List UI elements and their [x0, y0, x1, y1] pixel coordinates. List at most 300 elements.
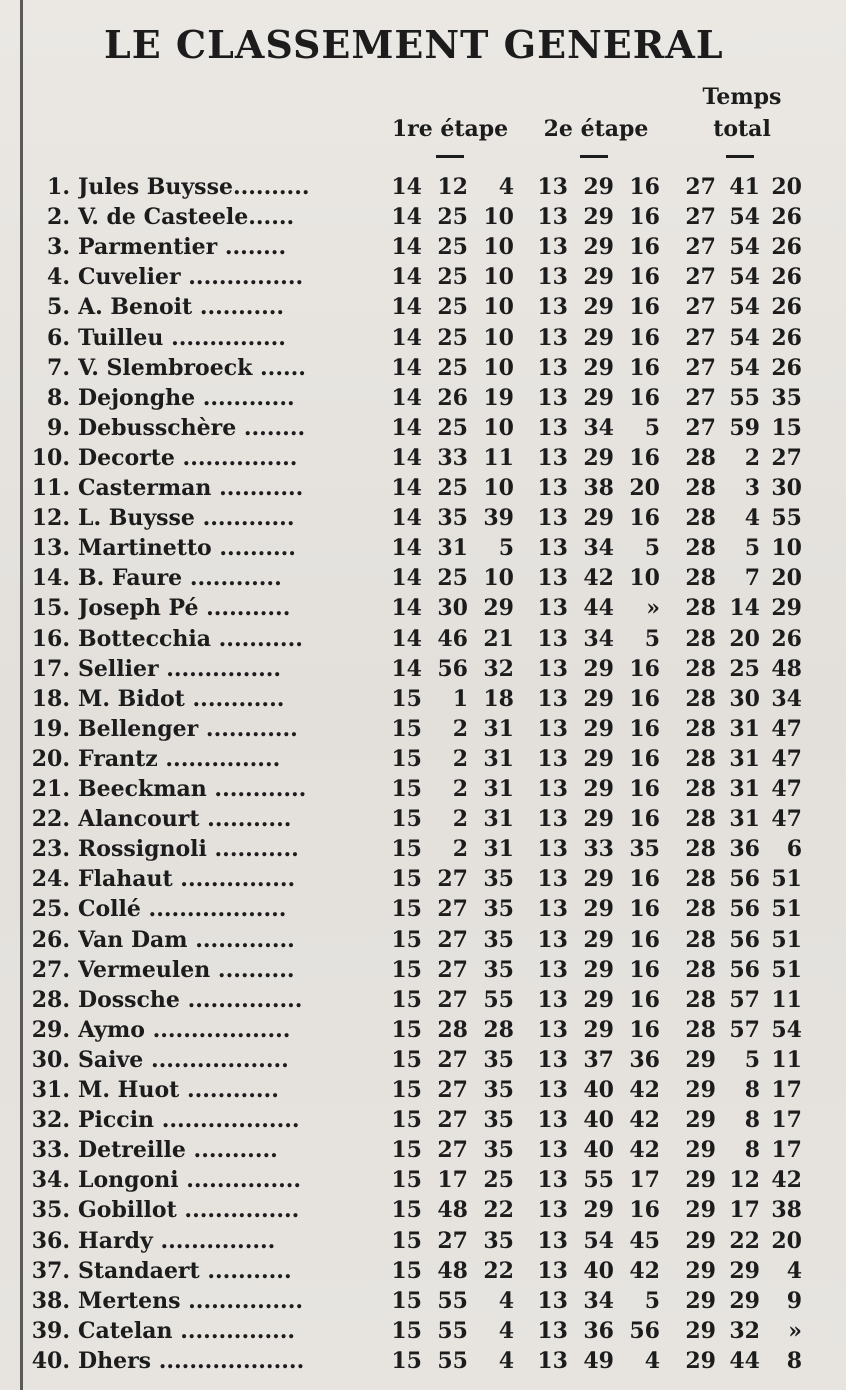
row-stage1-m: 27	[437, 926, 468, 953]
header-total-line2: total	[713, 116, 771, 142]
row-stage1-m: 48	[437, 1257, 468, 1284]
row-stage1-h: 14	[391, 505, 422, 532]
row-stage1-h: 15	[391, 1137, 422, 1164]
row-stage2-s: 10	[629, 565, 660, 592]
row-stage1-m: 35	[437, 505, 468, 532]
row-total-s: 20	[771, 174, 802, 200]
row-total-m: 57	[729, 986, 760, 1013]
row-stage2-s: 4	[644, 1347, 660, 1374]
row-stage2-m: 34	[583, 414, 614, 441]
page-title: LE CLASSEMENT GENERAL	[104, 22, 724, 67]
row-stage1-h: 14	[391, 324, 422, 351]
row-stage2-s: 16	[629, 354, 660, 381]
row-stage1-s: 4	[498, 1317, 514, 1344]
row-stage1-m: 27	[437, 896, 468, 923]
row-total-s: 17	[771, 1137, 802, 1164]
row-stage1-h: 14	[391, 565, 422, 592]
row-stage2-s: 56	[629, 1317, 660, 1344]
table-row	[0, 1197, 846, 1227]
row-stage2-h: 13	[537, 836, 568, 863]
row-stage1-h: 15	[391, 1167, 422, 1194]
row-total-h: 28	[685, 685, 716, 712]
row-stage2-m: 49	[583, 1347, 614, 1374]
row-rider-name: Parmentier ........	[78, 234, 287, 261]
row-stage2-h: 13	[537, 1197, 568, 1224]
row-stage2-s: 42	[629, 1107, 660, 1134]
row-stage2-h: 13	[537, 926, 568, 953]
row-rank: 6.	[47, 324, 70, 351]
row-stage2-h: 13	[537, 1227, 568, 1254]
row-stage2-m: 29	[583, 715, 614, 742]
row-stage1-h: 15	[391, 715, 422, 742]
row-rider-name: Detreille ...........	[78, 1137, 278, 1164]
row-stage1-s: 35	[483, 926, 514, 953]
row-rider-name: Catelan ...............	[78, 1317, 296, 1344]
row-stage1-m: 48	[437, 1197, 468, 1224]
row-stage1-s: 31	[483, 715, 514, 742]
row-rank: 32.	[31, 1107, 70, 1134]
row-stage2-s: »	[646, 595, 660, 622]
row-stage2-s: 16	[629, 806, 660, 833]
row-stage2-s: 20	[629, 475, 660, 501]
row-stage1-m: 27	[437, 1046, 468, 1073]
row-total-h: 28	[685, 565, 716, 592]
row-stage2-s: 16	[629, 986, 660, 1013]
row-stage1-m: 55	[437, 1317, 468, 1344]
row-stage2-m: 37	[583, 1046, 614, 1073]
row-rider-name: Piccin ..................	[78, 1107, 300, 1134]
row-rank: 14.	[31, 565, 70, 592]
row-total-m: 56	[729, 866, 760, 893]
row-stage2-m: 29	[583, 324, 614, 351]
row-rank: 19.	[31, 715, 70, 742]
table-row	[0, 776, 846, 806]
table-row	[0, 204, 846, 234]
row-rider-name: Rossignoli ...........	[78, 836, 299, 863]
row-rider-name: Mertens ...............	[78, 1287, 304, 1314]
table-row	[0, 1017, 846, 1047]
row-stage1-m: 25	[437, 264, 468, 291]
row-stage1-m: 56	[437, 655, 468, 682]
row-rank: 27.	[31, 956, 70, 983]
row-stage2-h: 13	[537, 174, 568, 200]
header-stage2	[534, 116, 658, 142]
row-stage2-m: 29	[583, 204, 614, 231]
row-total-m: 30	[729, 685, 760, 712]
row-rank: 13.	[31, 535, 70, 562]
row-stage2-h: 13	[537, 475, 568, 501]
row-stage2-s: 16	[629, 264, 660, 291]
row-stage2-m: 40	[583, 1107, 614, 1134]
row-stage2-s: 16	[629, 204, 660, 231]
row-total-s: 48	[771, 655, 802, 682]
row-rider-name: L. Buysse ............	[78, 505, 295, 532]
row-stage1-h: 15	[391, 1227, 422, 1254]
row-rank: 33.	[31, 1137, 70, 1164]
row-stage1-h: 14	[391, 294, 422, 321]
table-row	[0, 746, 846, 776]
row-total-h: 29	[685, 1077, 716, 1103]
table-row	[0, 927, 846, 957]
row-stage2-m: 29	[583, 264, 614, 291]
row-stage1-h: 15	[391, 1107, 422, 1134]
row-total-s: 10	[771, 535, 802, 562]
row-stage2-m: 44	[583, 595, 614, 622]
row-total-h: 28	[685, 986, 716, 1013]
row-total-s: 26	[771, 354, 802, 381]
table-row	[0, 595, 846, 625]
row-stage2-m: 33	[583, 836, 614, 863]
row-total-s: 26	[771, 234, 802, 261]
row-stage2-h: 13	[537, 956, 568, 983]
row-total-h: 29	[685, 1347, 716, 1374]
header-stage1-label: 1re étape	[391, 116, 509, 142]
row-rank: 4.	[47, 264, 70, 291]
row-stage1-m: 17	[437, 1167, 468, 1194]
row-total-m: 31	[729, 715, 760, 742]
row-stage1-h: 15	[391, 776, 422, 802]
row-stage1-s: 32	[483, 655, 514, 682]
table-row	[0, 836, 846, 866]
row-rider-name: M. Huot ............	[78, 1077, 279, 1103]
row-stage1-h: 15	[391, 1287, 422, 1314]
row-total-m: 56	[729, 956, 760, 983]
row-stage2-m: 42	[583, 565, 614, 592]
row-total-m: 57	[729, 1016, 760, 1043]
row-stage1-s: 10	[483, 294, 514, 321]
row-total-h: 29	[685, 1137, 716, 1164]
row-stage2-h: 13	[537, 986, 568, 1013]
row-total-h: 28	[685, 505, 716, 532]
row-rank: 29.	[31, 1016, 70, 1043]
row-total-m: 59	[729, 414, 760, 441]
row-stage2-m: 38	[583, 475, 614, 501]
row-stage1-s: 21	[483, 625, 514, 652]
row-rider-name: Debusschère ........	[78, 414, 306, 441]
table-row	[0, 896, 846, 926]
row-rider-name: V. de Casteele......	[78, 204, 295, 231]
row-total-m: 31	[729, 745, 760, 772]
row-stage2-m: 29	[583, 866, 614, 893]
table-row	[0, 174, 846, 204]
row-rider-name: Dejonghe ............	[78, 384, 295, 411]
row-stage2-h: 13	[537, 715, 568, 742]
row-stage1-h: 14	[391, 204, 422, 231]
row-stage2-s: 35	[629, 836, 660, 863]
table-row	[0, 234, 846, 264]
row-stage2-m: 29	[583, 294, 614, 321]
row-total-m: 54	[729, 354, 760, 381]
row-total-m: 17	[729, 1197, 760, 1224]
table-row	[0, 626, 846, 656]
row-stage1-h: 14	[391, 354, 422, 381]
row-stage1-s: 31	[483, 806, 514, 833]
row-total-s: »	[788, 1317, 802, 1344]
table-row	[0, 957, 846, 987]
row-stage2-h: 13	[537, 655, 568, 682]
row-total-h: 27	[685, 414, 716, 441]
row-rider-name: Bellenger ............	[78, 715, 298, 742]
row-rank: 34.	[31, 1167, 70, 1194]
table-row	[0, 1077, 846, 1107]
row-stage2-h: 13	[537, 1257, 568, 1284]
row-stage2-m: 29	[583, 1016, 614, 1043]
row-stage1-s: 22	[483, 1257, 514, 1284]
row-stage1-m: 27	[437, 956, 468, 983]
row-stage1-h: 15	[391, 986, 422, 1013]
row-rank: 38.	[31, 1287, 70, 1314]
row-rank: 20.	[31, 745, 70, 772]
row-stage2-h: 13	[537, 505, 568, 532]
row-total-s: 47	[771, 776, 802, 802]
row-stage2-m: 36	[583, 1317, 614, 1344]
row-stage1-m: 31	[437, 535, 468, 562]
row-stage1-m: 2	[452, 776, 468, 802]
row-total-s: 20	[771, 1227, 802, 1254]
table-row	[0, 1228, 846, 1258]
row-total-m: 56	[729, 896, 760, 923]
row-stage2-h: 13	[537, 776, 568, 802]
table-row	[0, 1047, 846, 1077]
row-stage2-h: 13	[537, 1287, 568, 1314]
row-rank: 24.	[31, 866, 70, 893]
row-rider-name: V. Slembroeck ......	[78, 354, 306, 381]
row-stage2-h: 13	[537, 324, 568, 351]
row-total-m: 31	[729, 776, 760, 802]
row-stage1-h: 15	[391, 896, 422, 923]
row-total-m: 25	[729, 655, 760, 682]
row-total-m: 12	[729, 1167, 760, 1194]
row-stage2-h: 13	[537, 204, 568, 231]
row-stage1-h: 15	[391, 1317, 422, 1344]
row-rider-name: M. Bidot ............	[78, 685, 285, 712]
row-stage1-m: 25	[437, 294, 468, 321]
row-rank: 25.	[31, 896, 70, 923]
table-row	[0, 505, 846, 535]
row-stage1-m: 55	[437, 1287, 468, 1314]
row-stage2-m: 29	[583, 896, 614, 923]
table-row	[0, 565, 846, 595]
row-stage1-h: 14	[391, 264, 422, 291]
row-stage2-h: 13	[537, 1107, 568, 1134]
row-stage2-m: 29	[583, 745, 614, 772]
row-total-h: 29	[685, 1257, 716, 1284]
row-rank: 30.	[31, 1046, 70, 1073]
row-stage1-m: 28	[437, 1016, 468, 1043]
row-rank: 22.	[31, 806, 70, 833]
row-stage2-m: 54	[583, 1227, 614, 1254]
row-stage2-m: 29	[583, 956, 614, 983]
row-stage2-h: 13	[537, 1016, 568, 1043]
row-stage1-h: 14	[391, 475, 422, 501]
row-total-h: 29	[685, 1227, 716, 1254]
row-stage2-h: 13	[537, 625, 568, 652]
row-total-s: 54	[771, 1016, 802, 1043]
row-total-h: 28	[685, 745, 716, 772]
row-stage1-s: 35	[483, 896, 514, 923]
row-total-h: 28	[685, 625, 716, 652]
row-stage1-m: 12	[437, 174, 468, 200]
row-stage2-s: 16	[629, 956, 660, 983]
row-rider-name: A. Benoit ...........	[78, 294, 285, 321]
row-stage2-h: 13	[537, 1077, 568, 1103]
row-total-s: 51	[771, 896, 802, 923]
row-rank: 39.	[31, 1317, 70, 1344]
row-total-s: 30	[771, 475, 802, 501]
row-stage1-s: 35	[483, 1137, 514, 1164]
row-stage2-h: 13	[537, 685, 568, 712]
header-dash-stage1	[436, 155, 464, 158]
row-stage2-h: 13	[537, 1317, 568, 1344]
row-stage2-s: 42	[629, 1137, 660, 1164]
row-total-s: 26	[771, 204, 802, 231]
row-stage1-m: 30	[437, 595, 468, 622]
row-rider-name: Van Dam .............	[78, 926, 295, 953]
table-row	[0, 1167, 846, 1197]
row-rider-name: Longoni ...............	[78, 1167, 302, 1194]
row-stage2-m: 34	[583, 625, 614, 652]
row-total-s: 51	[771, 866, 802, 893]
table-row	[0, 987, 846, 1017]
header-total-line1: Temps	[702, 84, 782, 110]
row-stage1-h: 15	[391, 1347, 422, 1374]
row-total-m: 29	[729, 1287, 760, 1314]
row-total-h: 27	[685, 234, 716, 261]
row-total-h: 28	[685, 866, 716, 893]
row-total-h: 27	[685, 324, 716, 351]
row-rank: 17.	[31, 655, 70, 682]
row-stage1-m: 27	[437, 1137, 468, 1164]
row-stage1-h: 14	[391, 535, 422, 562]
row-stage2-m: 29	[583, 234, 614, 261]
row-rank: 7.	[47, 354, 70, 381]
row-stage1-h: 14	[391, 625, 422, 652]
row-rider-name: Dhers ...................	[78, 1347, 305, 1374]
row-total-m: 31	[729, 806, 760, 833]
row-total-h: 28	[685, 776, 716, 802]
row-stage1-h: 15	[391, 1016, 422, 1043]
row-total-s: 26	[771, 264, 802, 291]
row-stage1-h: 15	[391, 866, 422, 893]
row-stage1-h: 15	[391, 685, 422, 712]
row-rider-name: Aymo ..................	[78, 1016, 291, 1043]
row-total-h: 29	[685, 1046, 716, 1073]
row-stage2-m: 29	[583, 1197, 614, 1224]
row-total-h: 28	[685, 1016, 716, 1043]
row-total-h: 27	[685, 174, 716, 200]
table-row	[0, 294, 846, 324]
row-rider-name: Cuvelier ...............	[78, 264, 304, 291]
row-stage2-h: 13	[537, 384, 568, 411]
row-total-s: 29	[771, 595, 802, 622]
row-stage1-m: 27	[437, 986, 468, 1013]
row-rank: 26.	[31, 926, 70, 953]
row-stage1-s: 19	[483, 384, 514, 411]
table-row	[0, 686, 846, 716]
table-row	[0, 535, 846, 565]
row-total-h: 27	[685, 264, 716, 291]
row-stage2-m: 29	[583, 505, 614, 532]
row-total-s: 35	[771, 384, 802, 411]
row-stage1-s: 4	[498, 174, 514, 200]
row-stage1-m: 25	[437, 354, 468, 381]
table-row	[0, 1348, 846, 1378]
row-stage2-s: 5	[644, 414, 660, 441]
row-rider-name: Beeckman ............	[78, 776, 307, 802]
table-row	[0, 656, 846, 686]
row-total-m: 8	[744, 1137, 760, 1164]
row-total-s: 34	[771, 685, 802, 712]
row-total-h: 28	[685, 535, 716, 562]
table-row	[0, 1107, 846, 1137]
row-rank: 23.	[31, 836, 70, 863]
row-stage1-h: 14	[391, 655, 422, 682]
row-total-s: 9	[786, 1287, 802, 1314]
row-total-s: 47	[771, 715, 802, 742]
row-stage2-h: 13	[537, 1167, 568, 1194]
row-stage1-s: 25	[483, 1167, 514, 1194]
row-total-s: 26	[771, 294, 802, 321]
row-stage2-s: 16	[629, 505, 660, 532]
row-stage1-m: 55	[437, 1347, 468, 1374]
row-stage1-m: 25	[437, 565, 468, 592]
row-stage1-s: 10	[483, 475, 514, 501]
row-rank: 5.	[47, 294, 70, 321]
row-stage1-s: 10	[483, 565, 514, 592]
row-stage2-h: 13	[537, 745, 568, 772]
row-rank: 9.	[47, 414, 70, 441]
row-stage2-m: 40	[583, 1257, 614, 1284]
row-stage2-s: 16	[629, 655, 660, 682]
row-stage2-m: 29	[583, 776, 614, 802]
row-total-m: 41	[729, 174, 760, 200]
row-rider-name: Flahaut ...............	[78, 866, 296, 893]
row-total-m: 7	[744, 565, 760, 592]
table-row	[0, 1318, 846, 1348]
row-total-s: 26	[771, 324, 802, 351]
row-total-s: 51	[771, 956, 802, 983]
table-row	[0, 264, 846, 294]
row-total-s: 20	[771, 565, 802, 592]
row-rider-name: Collé ..................	[78, 896, 287, 923]
row-total-m: 56	[729, 926, 760, 953]
row-total-h: 28	[685, 595, 716, 622]
row-total-s: 17	[771, 1107, 802, 1134]
row-stage1-m: 2	[452, 745, 468, 772]
table-row	[0, 355, 846, 385]
row-stage1-s: 29	[483, 595, 514, 622]
row-stage1-s: 35	[483, 866, 514, 893]
row-stage2-s: 16	[629, 294, 660, 321]
row-stage1-s: 31	[483, 745, 514, 772]
row-total-s: 55	[771, 505, 802, 532]
row-stage1-s: 35	[483, 1077, 514, 1103]
row-total-h: 28	[685, 956, 716, 983]
table-row	[0, 1137, 846, 1167]
row-rank: 10.	[31, 444, 70, 471]
row-stage2-h: 13	[537, 354, 568, 381]
row-rider-name: Saive ..................	[78, 1046, 289, 1073]
row-total-m: 54	[729, 264, 760, 291]
row-stage2-s: 16	[629, 926, 660, 953]
row-stage2-s: 5	[644, 1287, 660, 1314]
row-stage2-m: 40	[583, 1137, 614, 1164]
table-row	[0, 1258, 846, 1288]
row-total-h: 28	[685, 444, 716, 471]
row-stage1-m: 25	[437, 324, 468, 351]
row-stage1-m: 25	[437, 414, 468, 441]
row-stage2-s: 45	[629, 1227, 660, 1254]
